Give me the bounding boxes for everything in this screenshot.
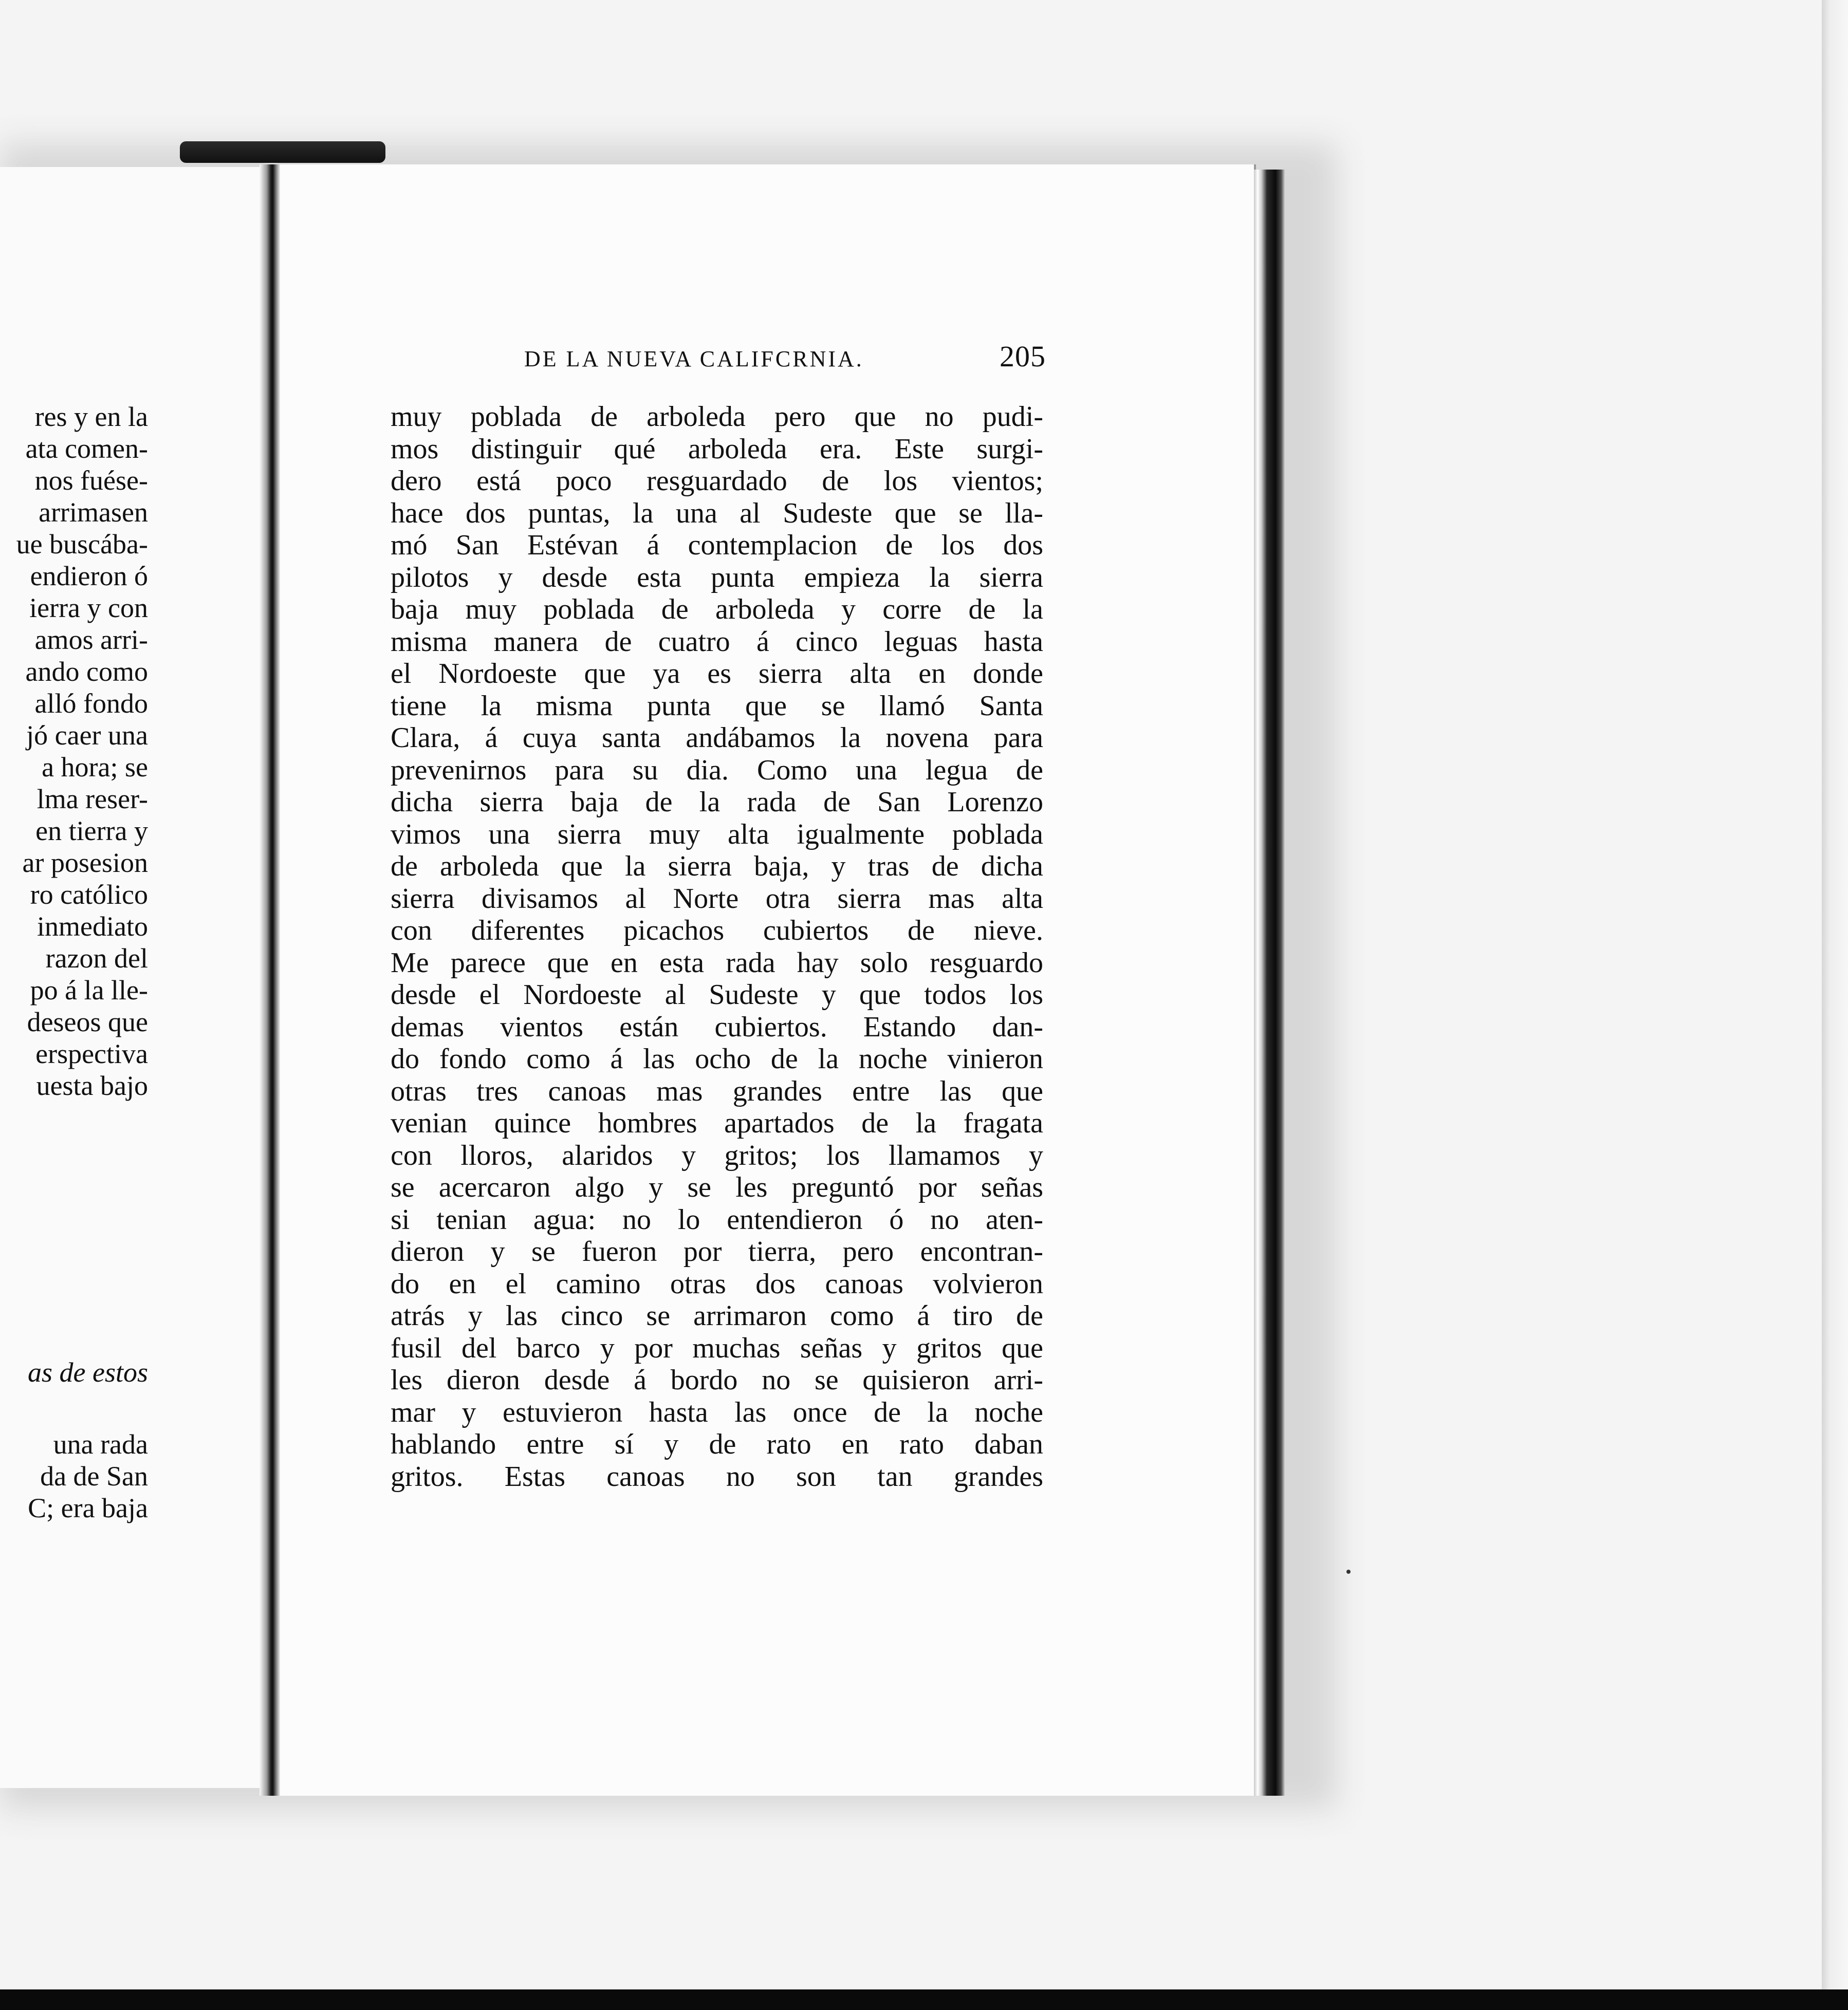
left-page-line: da de San (40, 1461, 148, 1492)
body-line: desde el Nordoeste al Sudeste y que todos los (391, 979, 1043, 1011)
body-line: demas vientos están cubiertos. Estando dan- (391, 1011, 1043, 1043)
body-text (391, 401, 1043, 1493)
scan-right-edge (1822, 0, 1848, 2010)
left-page-line: lma reser- (36, 784, 148, 814)
body-line: muy poblada de arboleda pero que no pudi- (391, 401, 1043, 433)
body-line: do en el camino otras dos canoas volvieron (391, 1268, 1043, 1300)
spine-top-binding (180, 141, 385, 163)
body-line: Me parece que en esta rada hay solo resguardo (391, 946, 1043, 979)
left-page-line: alló fondo (34, 688, 148, 719)
page-header (524, 339, 1046, 375)
left-page-line: jó caer una (26, 720, 148, 751)
body-line: de arboleda que la sierra baja, y tras de dicha (391, 850, 1043, 882)
left-page-line: ue buscába- (16, 529, 148, 560)
body-line: fusil del barco y por muchas señas y gritos que (391, 1332, 1043, 1364)
scan-speck (1346, 1570, 1351, 1574)
body-line: mos distinguir qué arboleda era. Este surgi- (391, 433, 1043, 465)
left-page-line: ata comen- (25, 433, 148, 464)
body-line: baja muy poblada de arboleda y corre de la (391, 593, 1043, 625)
body-line: do fondo como á las ocho de la noche vinieron (391, 1043, 1043, 1075)
body-line: pilotos y desde esta punta empieza la sierra (391, 561, 1043, 593)
left-page-line: ierra y con (29, 592, 148, 623)
body-line: hablando entre sí y de rato en rato daban (391, 1428, 1043, 1460)
left-page-line: C; era baja (28, 1493, 148, 1523)
left-page-line: ro católico (30, 879, 148, 910)
left-page-line: una rada (53, 1429, 148, 1460)
body-line: sierra divisamos al Norte otra sierra mas alta (391, 882, 1043, 915)
book-spine (260, 164, 280, 1796)
left-page-line: amos arri- (34, 624, 148, 655)
left-page-line: erspectiva (35, 1038, 148, 1069)
left-page-line: ar posesion (22, 847, 148, 878)
scan-bottom-border (0, 1989, 1848, 2010)
body-line: tiene la misma punta que se llamó Santa (391, 690, 1043, 722)
left-page-italic-line: as de estos (28, 1357, 148, 1388)
body-line: misma manera de cuatro á cinco leguas hasta (391, 625, 1043, 658)
body-line: prevenirnos para su dia. Como una legua de (391, 754, 1043, 786)
body-line: se acercaron algo y se les preguntó por señas (391, 1171, 1043, 1203)
left-page-line: nos fuése- (34, 465, 148, 496)
body-line: dicha sierra baja de la rada de San Lorenzo (391, 786, 1043, 818)
left-page-line: uesta bajo (36, 1070, 148, 1101)
left-page-line: razon del (45, 943, 148, 974)
left-page-line: inmediato (37, 911, 148, 942)
page-number: 205 (1000, 340, 1046, 373)
left-page-text-column (0, 167, 149, 1788)
body-line: con lloros, alaridos y gritos; los llamamos y (391, 1139, 1043, 1171)
body-line: atrás y las cinco se arrimaron como á tiro de (391, 1300, 1043, 1332)
left-page-line: ando como (25, 656, 148, 687)
running-head: DE LA NUEVA CALIFCRNIA. (524, 346, 864, 371)
body-line: otras tres canoas mas grandes entre las que (391, 1075, 1043, 1107)
body-line: venian quince hombres apartados de la fragata (391, 1107, 1043, 1139)
body-line: dieron y se fueron por tierra, pero encontran- (391, 1236, 1043, 1268)
body-line: el Nordoeste que ya es sierra alta en donde (391, 658, 1043, 690)
left-page-line: po á la lle- (30, 975, 148, 1006)
body-line: les dieron desde á bordo no se quisieron arri- (391, 1364, 1043, 1396)
body-line: Clara, á cuya santa andábamos la novena para (391, 722, 1043, 754)
body-line: con diferentes picachos cubiertos de nieve. (391, 915, 1043, 946)
body-line: hace dos puntas, la una al Sudeste que se lla- (391, 497, 1043, 529)
left-page-line: endieron ó (30, 561, 148, 591)
left-page-line: deseos que (27, 1007, 148, 1037)
left-page-line: res y en la (34, 401, 148, 432)
left-page-line: en tierra y (35, 815, 148, 846)
body-line: gritos. Estas canoas no son tan grandes (391, 1460, 1043, 1493)
body-line: mar y estuvieron hasta las once de la noche (391, 1396, 1043, 1428)
left-page-line: a hora; se (42, 752, 148, 783)
page-fore-edge (1254, 170, 1285, 1796)
body-line: si tenian agua: no lo entendieron ó no aten- (391, 1203, 1043, 1236)
left-page (0, 167, 270, 1788)
body-line: vimos una sierra muy alta igualmente poblada (391, 818, 1043, 850)
body-line: dero está poco resguardado de los vientos; (391, 465, 1043, 497)
left-page-line: arrimasen (39, 497, 148, 528)
body-line: mó San Estévan á contemplacion de los dos (391, 529, 1043, 561)
